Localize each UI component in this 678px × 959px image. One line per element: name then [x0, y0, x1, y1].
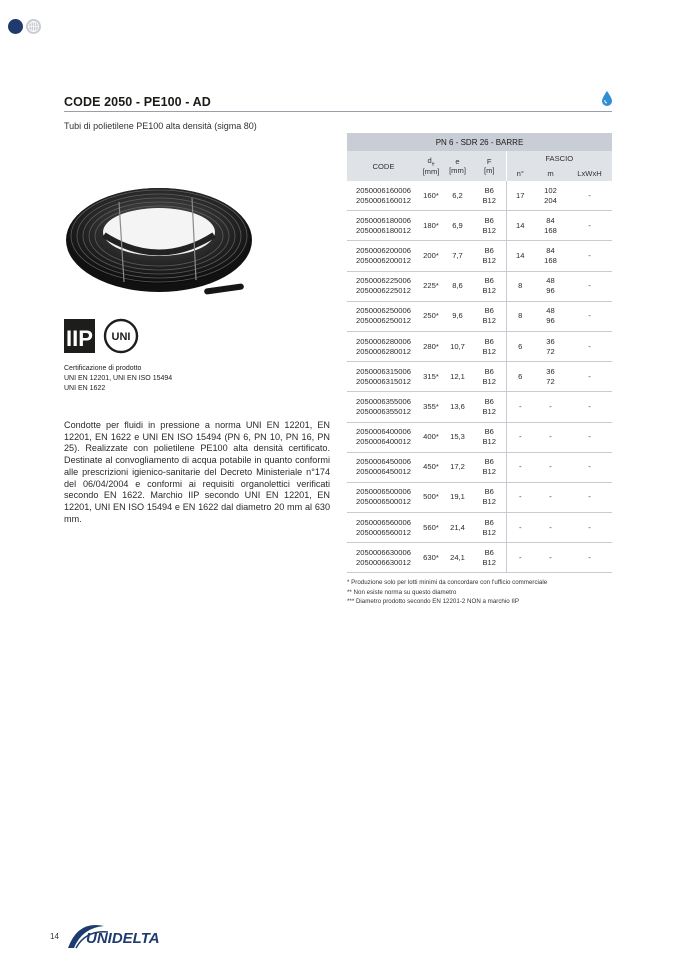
table-row [347, 392, 612, 422]
cell-e: 24,1 [442, 543, 473, 573]
certification-block [64, 364, 172, 394]
cell-lxwxh: - [567, 331, 612, 361]
cell-n: 14 [506, 211, 534, 241]
cell-code: 2050006280006 2050006280012 [347, 331, 420, 361]
page-number: 14 [50, 932, 59, 941]
note-line: ** Non esiste norma su questo diametro [347, 588, 457, 596]
cell-e: 7,7 [442, 241, 473, 271]
cell-lxwxh: - [567, 271, 612, 301]
col-header-code: CODE [347, 151, 420, 181]
water-drop-icon [601, 90, 613, 106]
cell-code: 2050006560006 2050006560012 [347, 513, 420, 543]
cell-m: - [534, 452, 567, 482]
col-header-m: m [534, 166, 567, 181]
table-row [347, 301, 612, 331]
cell-code: 2050006200006 2050006200012 [347, 241, 420, 271]
cell-lxwxh: - [567, 362, 612, 392]
cell-f: B6 B12 [473, 331, 506, 361]
cell-de: 450* [420, 452, 442, 482]
cell-de: 630* [420, 543, 442, 573]
cell-de: 250* [420, 301, 442, 331]
cell-f: B6 B12 [473, 422, 506, 452]
cell-n: - [506, 543, 534, 573]
table-row [347, 482, 612, 512]
cell-lxwxh: - [567, 482, 612, 512]
certification-line: UNI EN 1622 [64, 385, 106, 392]
cell-n: - [506, 392, 534, 422]
cell-code: 2050006180006 2050006180012 [347, 211, 420, 241]
cell-m: 36 72 [534, 362, 567, 392]
navy-dot [8, 19, 23, 34]
table-row [347, 211, 612, 241]
cell-n: 17 [506, 181, 534, 211]
cell-f: B6 B12 [473, 362, 506, 392]
cell-m: 84 168 [534, 211, 567, 241]
product-subtitle: Tubi di polietilene PE100 alta densità (sigma 80) [64, 121, 257, 131]
cell-n: 8 [506, 271, 534, 301]
table-row [347, 452, 612, 482]
cell-de: 560* [420, 513, 442, 543]
cell-de: 160* [420, 181, 442, 211]
svg-text:UNI: UNI [111, 331, 131, 343]
cell-m: - [534, 392, 567, 422]
table-row [347, 181, 612, 211]
table-row [347, 331, 612, 361]
cell-de: 180* [420, 211, 442, 241]
table-row [347, 271, 612, 301]
cell-lxwxh: - [567, 392, 612, 422]
cell-code: 2050006315006 2050006315012 [347, 362, 420, 392]
cell-de: 355* [420, 392, 442, 422]
cell-e: 13,6 [442, 392, 473, 422]
cell-m: 102 204 [534, 181, 567, 211]
cell-m: 84 168 [534, 241, 567, 271]
certification-line: UNI EN 12201, UNI EN ISO 15494 [64, 375, 173, 382]
table-row [347, 241, 612, 271]
col-header-f: F [m] [473, 151, 506, 181]
cell-f: B6 B12 [473, 452, 506, 482]
cell-n: - [506, 422, 534, 452]
cell-m: - [534, 543, 567, 573]
cell-code: 2050006500006 2050006500012 [347, 482, 420, 512]
cell-e: 8,6 [442, 271, 473, 301]
cell-n: - [506, 513, 534, 543]
cell-lxwxh: - [567, 301, 612, 331]
cell-lxwxh: - [567, 452, 612, 482]
pipe-coil-image [64, 180, 254, 304]
cell-e: 19,1 [442, 482, 473, 512]
cell-n: - [506, 452, 534, 482]
table-row [347, 543, 612, 573]
table-row [347, 422, 612, 452]
cell-m: - [534, 513, 567, 543]
cell-e: 10,7 [442, 331, 473, 361]
cell-e: 12,1 [442, 362, 473, 392]
col-header-e: e [mm] [442, 151, 473, 181]
product-description: Condotte per fluidi in pressione a norma UNI EN 12201, EN 12201, EN 1622 e UNI EN ISO 15494 (PN 6, PN 10, PN 16, PN 25). Realizzate con polietilene PE100 alta densità certificato. Destinate al convogliamento di acqua potabile in quanto conformi alle prescrizioni igienico-sanitarie del Decreto Ministeriale n°174 del 06/04/2004 e conformi ai requisiti organolettici verificati secondo EN 1622. Marchio IIP secondo UNI EN 12201, EN 12201, UNI EN ISO 15494 e EN 1622 dal diametro 20 mm al 630 mm. [64, 420, 330, 524]
certification-heading: Certificazione di prodotto [64, 365, 142, 372]
cell-m: - [534, 482, 567, 512]
cell-f: B6 B12 [473, 482, 506, 512]
cell-e: 17,2 [442, 452, 473, 482]
certification-logos [64, 318, 144, 354]
table-row [347, 513, 612, 543]
svg-text:UNIDELTA: UNIDELTA [86, 930, 160, 947]
cell-n: 8 [506, 301, 534, 331]
cell-lxwxh: - [567, 422, 612, 452]
cell-f: B6 B12 [473, 211, 506, 241]
cell-code: 2050006225006 2050006225012 [347, 271, 420, 301]
cell-de: 500* [420, 482, 442, 512]
cell-f: B6 B12 [473, 513, 506, 543]
cell-n: 6 [506, 331, 534, 361]
cell-code: 2050006400006 2050006400012 [347, 422, 420, 452]
unidelta-logo [64, 918, 210, 952]
cell-lxwxh: - [567, 181, 612, 211]
cell-lxwxh: - [567, 543, 612, 573]
cell-code: 2050006450006 2050006450012 [347, 452, 420, 482]
note-line: * Produzione solo per lotti minimi da concordare con l'ufficio commerciale [347, 579, 548, 586]
cell-de: 400* [420, 422, 442, 452]
table-notes [347, 578, 547, 607]
cell-m: 48 96 [534, 301, 567, 331]
cell-lxwxh: - [567, 513, 612, 543]
table-row [347, 362, 612, 392]
cell-code: 2050006630006 2050006630012 [347, 543, 420, 573]
cell-m: 36 72 [534, 331, 567, 361]
page-dots [8, 18, 42, 36]
cell-e: 6,9 [442, 211, 473, 241]
cell-f: B6 B12 [473, 181, 506, 211]
col-header-lxwxh: LxWxH [567, 166, 612, 181]
cell-de: 280* [420, 331, 442, 361]
note-line: *** Diametro prodotto secondo EN 12201-2 NON a marchio IIP [347, 598, 519, 605]
page-title: CODE 2050 - PE100 - AD [64, 95, 211, 109]
col-header-de: $d_e$ [mm] [420, 151, 442, 181]
cell-f: B6 B12 [473, 301, 506, 331]
cell-de: 200* [420, 241, 442, 271]
cell-e: 9,6 [442, 301, 473, 331]
cell-lxwxh: - [567, 241, 612, 271]
cell-e: 15,3 [442, 422, 473, 452]
cell-n: 6 [506, 362, 534, 392]
title-divider [64, 111, 612, 112]
table-title: PN 6 - SDR 26 - BARRE [347, 133, 612, 151]
col-header-n: n° [506, 166, 534, 181]
cell-de: 315* [420, 362, 442, 392]
cell-n: 14 [506, 241, 534, 271]
product-table [347, 133, 612, 573]
cell-f: B6 B12 [473, 241, 506, 271]
cell-f: B6 B12 [473, 271, 506, 301]
svg-text:IIP: IIP [66, 326, 93, 351]
cell-code: 2050006355006 2050006355012 [347, 392, 420, 422]
cell-de: 225* [420, 271, 442, 301]
cell-m: - [534, 422, 567, 452]
cell-code: 2050006160006 2050006160012 [347, 181, 420, 211]
col-header-fascio: FASCIO [506, 151, 612, 166]
cell-n: - [506, 482, 534, 512]
cell-e: 21,4 [442, 513, 473, 543]
globe-icon [26, 19, 41, 34]
cell-f: B6 B12 [473, 392, 506, 422]
cell-lxwxh: - [567, 211, 612, 241]
cell-f: B6 B12 [473, 543, 506, 573]
cell-e: 6,2 [442, 181, 473, 211]
cell-m: 48 96 [534, 271, 567, 301]
cell-code: 2050006250006 2050006250012 [347, 301, 420, 331]
